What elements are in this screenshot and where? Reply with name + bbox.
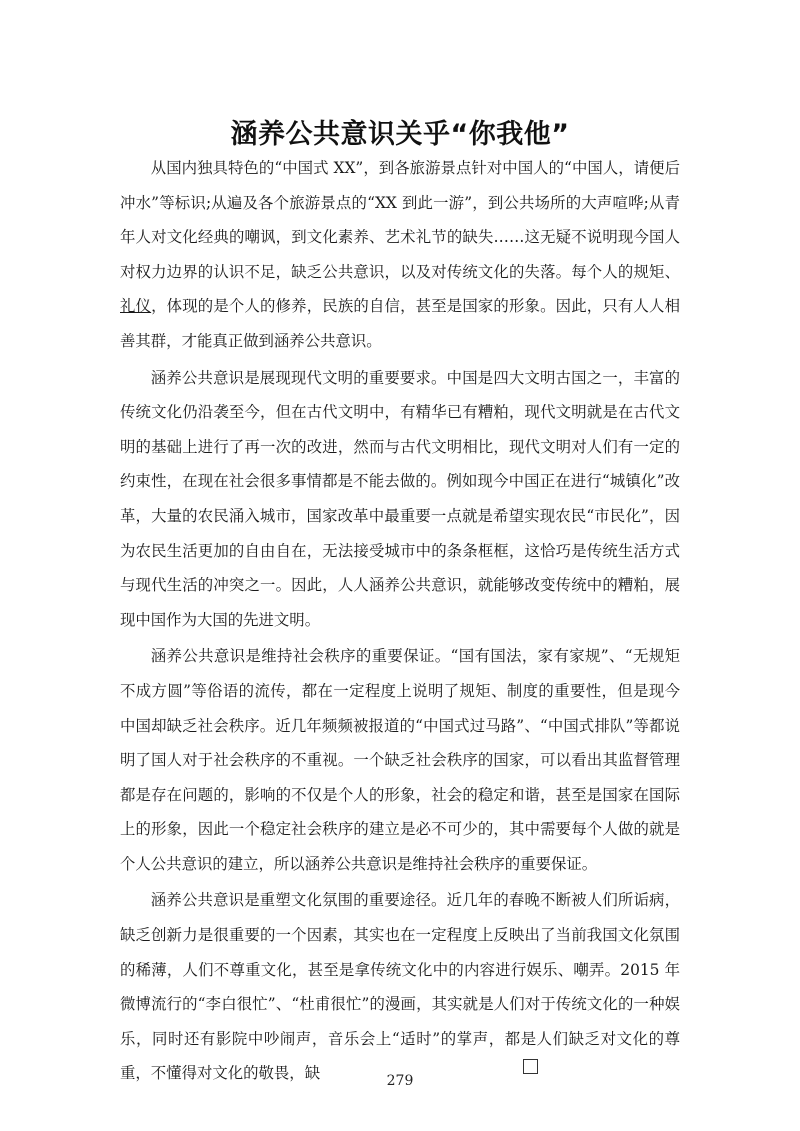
paragraph-1	[120, 151, 680, 359]
underlined-term: 礼仪	[120, 297, 152, 316]
page-number: 279	[386, 1073, 414, 1089]
paragraph-2: 涵养公共意识是展现现代文明的重要要求。中国是四大文明古国之一，丰富的传统文化仍沿袭至今，但在古代文明中，有精华已有糟粕，现代文明就是在古代文明的基础上进行了再一次的改进，然而与古代文明相比，现代文明对人们有一定的约束性，在现在社会很多事情都是不能去做的。例如现今中国正在进行“城镇化”改革，大量的农民涌入城市，国家改革中最重要一点就是希望实现农民“市民化”，因为农民生活更加的自由自在，无法接受城市中的条条框框，这恰巧是传统生活方式与现代生活的冲突之一。因此，人人涵养公共意识，就能够改变传统中的糟粕，展现中国作为大国的先进文明。	[120, 368, 680, 629]
document-title: 涵养公共意识关乎“你我他”	[230, 119, 570, 150]
document-body	[120, 151, 680, 1093]
checkbox[interactable]	[523, 1059, 538, 1074]
paragraph-1-text-after: ，体现的是个人的修养，民族的自信，甚至是国家的形象。因此，只有人人相善其群，才能真正做到涵养公共意识。	[120, 297, 680, 350]
paragraph-1-text-before: 从国内独具特色的“中国式 XX”，到各旅游景点针对中国人的“中国人，请便后冲水”等标识;从遍及各个旅游景点的“XX 到此一游”，到公共场所的大声喧哗;从青年人对文化经典的嘲讽，到文化素养、艺术礼节的缺失……这无疑不说明现今国人对权力边界的认识不足，缺乏公共意识，以及对传统文化的失落。每个人的规矩、	[120, 159, 680, 281]
paragraph-4: 涵养公共意识是重塑文化氛围的重要途径。近几年的春晚不断被人们所诟病，缺乏创新力是很重要的一个因素，其实也在一定程度上反映出了当前我国文化氛围的稀薄，人们不尊重文化，甚至是拿传统文化中的内容进行娱乐、嘲弄。2015 年微博流行的“李白很忙”、“杜甫很忙”的漫画，其实就是人们对于传统文化的一种娱乐，同时还有影院中吵闹声，音乐会上“适时”的掌声，都是人们缺乏对文化的尊重，不懂得对文化的敬畏，缺	[120, 891, 680, 1083]
paragraph-3: 涵养公共意识是维持社会秩序的重要保证。“国有国法，家有家规”、“无规矩不成方圆”等俗语的流传，都在一定程度上说明了规矩、制度的重要性，但是现今中国却缺乏社会秩序。近几年频频被报道的“中国式过马路”、“中国式排队”等都说明了国人对于社会秩序的不重视。一个缺乏社会秩序的国家，可以看出其监督管理都是存在问题的，影响的不仅是个人的形象，社会的稳定和谐，甚至是国家在国际上的形象，因此一个稳定社会秩序的建立是必不可少的，其中需要每个人做的就是个人公共意识的建立，所以涵养公共意识是维持社会秩序的重要保证。	[120, 647, 680, 873]
